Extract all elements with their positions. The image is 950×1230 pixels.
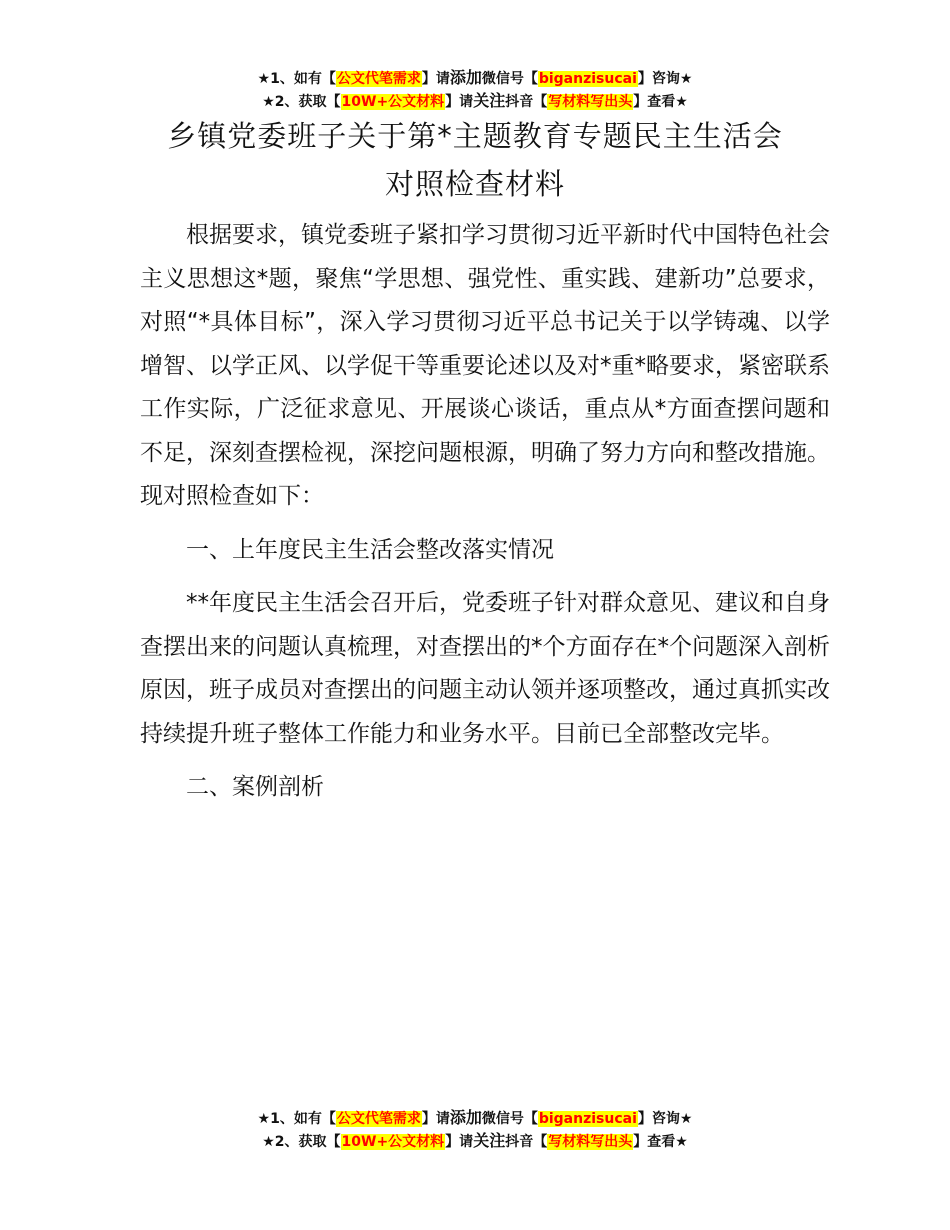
document-title [0,112,950,208]
banner-text: 】请 [421,71,450,87]
banner-emphasis: 关注 [473,1131,506,1150]
banner-text: 】请 [445,1134,474,1150]
title-line-1: 乡镇党委班子关于第*主题教育专题民主生活会 [167,119,783,153]
section-heading-2: 二、案例剖析 [186,774,324,800]
highlight-wechat-id: biganzisucai [538,71,637,87]
banner-text: 】请 [421,1111,450,1127]
section-paragraph-1: **年度民主生活会召开后，党委班子针对群众意见、建议和自身查摆出来的问题认真梳理，对查摆出的*个方面存在*个问题深入剖析原因，班子成员对查摆出的问题主动认领并逐项整改，通过真抓实改持续提升班子整体工作能力和业务水平。目前已全部整改完毕。 [140,590,830,747]
highlight-service: 公文代笔需求 [336,71,421,87]
banner-text: 抖音【 [505,1134,548,1150]
banner-line-1 [0,67,950,90]
banner-text: 微信号【 [481,1111,538,1127]
banner-text: 微信号【 [481,71,538,87]
banner-text: 】查看★ [633,1134,688,1150]
bottom-banner [0,1107,950,1153]
banner-emphasis: 添加 [449,1108,482,1127]
banner-emphasis: 添加 [449,68,482,87]
banner-text: ★1、如有【 [257,71,336,87]
top-banner [0,67,950,113]
highlight-service: 公文代笔需求 [336,1111,421,1127]
highlight-wechat-id: biganzisucai [538,1111,637,1127]
banner-text: ★2、获取【 [262,1134,341,1150]
highlight-douyin: 写材料写出头 [548,1134,633,1150]
banner-text: ★1、如有【 [257,1111,336,1127]
banner-text: 抖音【 [505,94,548,110]
banner-line-2 [0,1130,950,1153]
document-body [140,214,830,810]
banner-emphasis: 关注 [473,91,506,110]
banner-text: 】请 [445,94,474,110]
section-heading-1: 一、上年度民主生活会整改落实情况 [186,536,554,563]
banner-line-2 [0,90,950,113]
banner-text: ★2、获取【 [262,94,341,110]
title-line-2: 对照检查材料 [384,167,565,201]
highlight-douyin: 写材料写出头 [548,94,633,110]
banner-text: 】咨询★ [637,1111,693,1127]
banner-line-1 [0,1107,950,1130]
highlight-materials: 10W+公文材料 [341,94,445,110]
intro-paragraph: 根据要求，镇党委班子紧扣学习贯彻习近平新时代中国特色社会主义思想这*题，聚焦“学思想、强党性、重实践、建新功”总要求，对照“*具体目标”，深入学习贯彻习近平总书记关于以学铸魂、以学增智、以学正风、以学促干等重要论述以及对*重*略要求，紧密联系工作实际，广泛征求意见、开展谈心谈话，重点从*方面查摆问题和不足，深刻查摆检视，深挖问题根源，明确了努力方向和整改措施。现对照检查如下： [140,222,830,509]
highlight-materials: 10W+公文材料 [341,1134,445,1150]
banner-text: 】咨询★ [637,71,693,87]
banner-text: 】查看★ [633,94,688,110]
